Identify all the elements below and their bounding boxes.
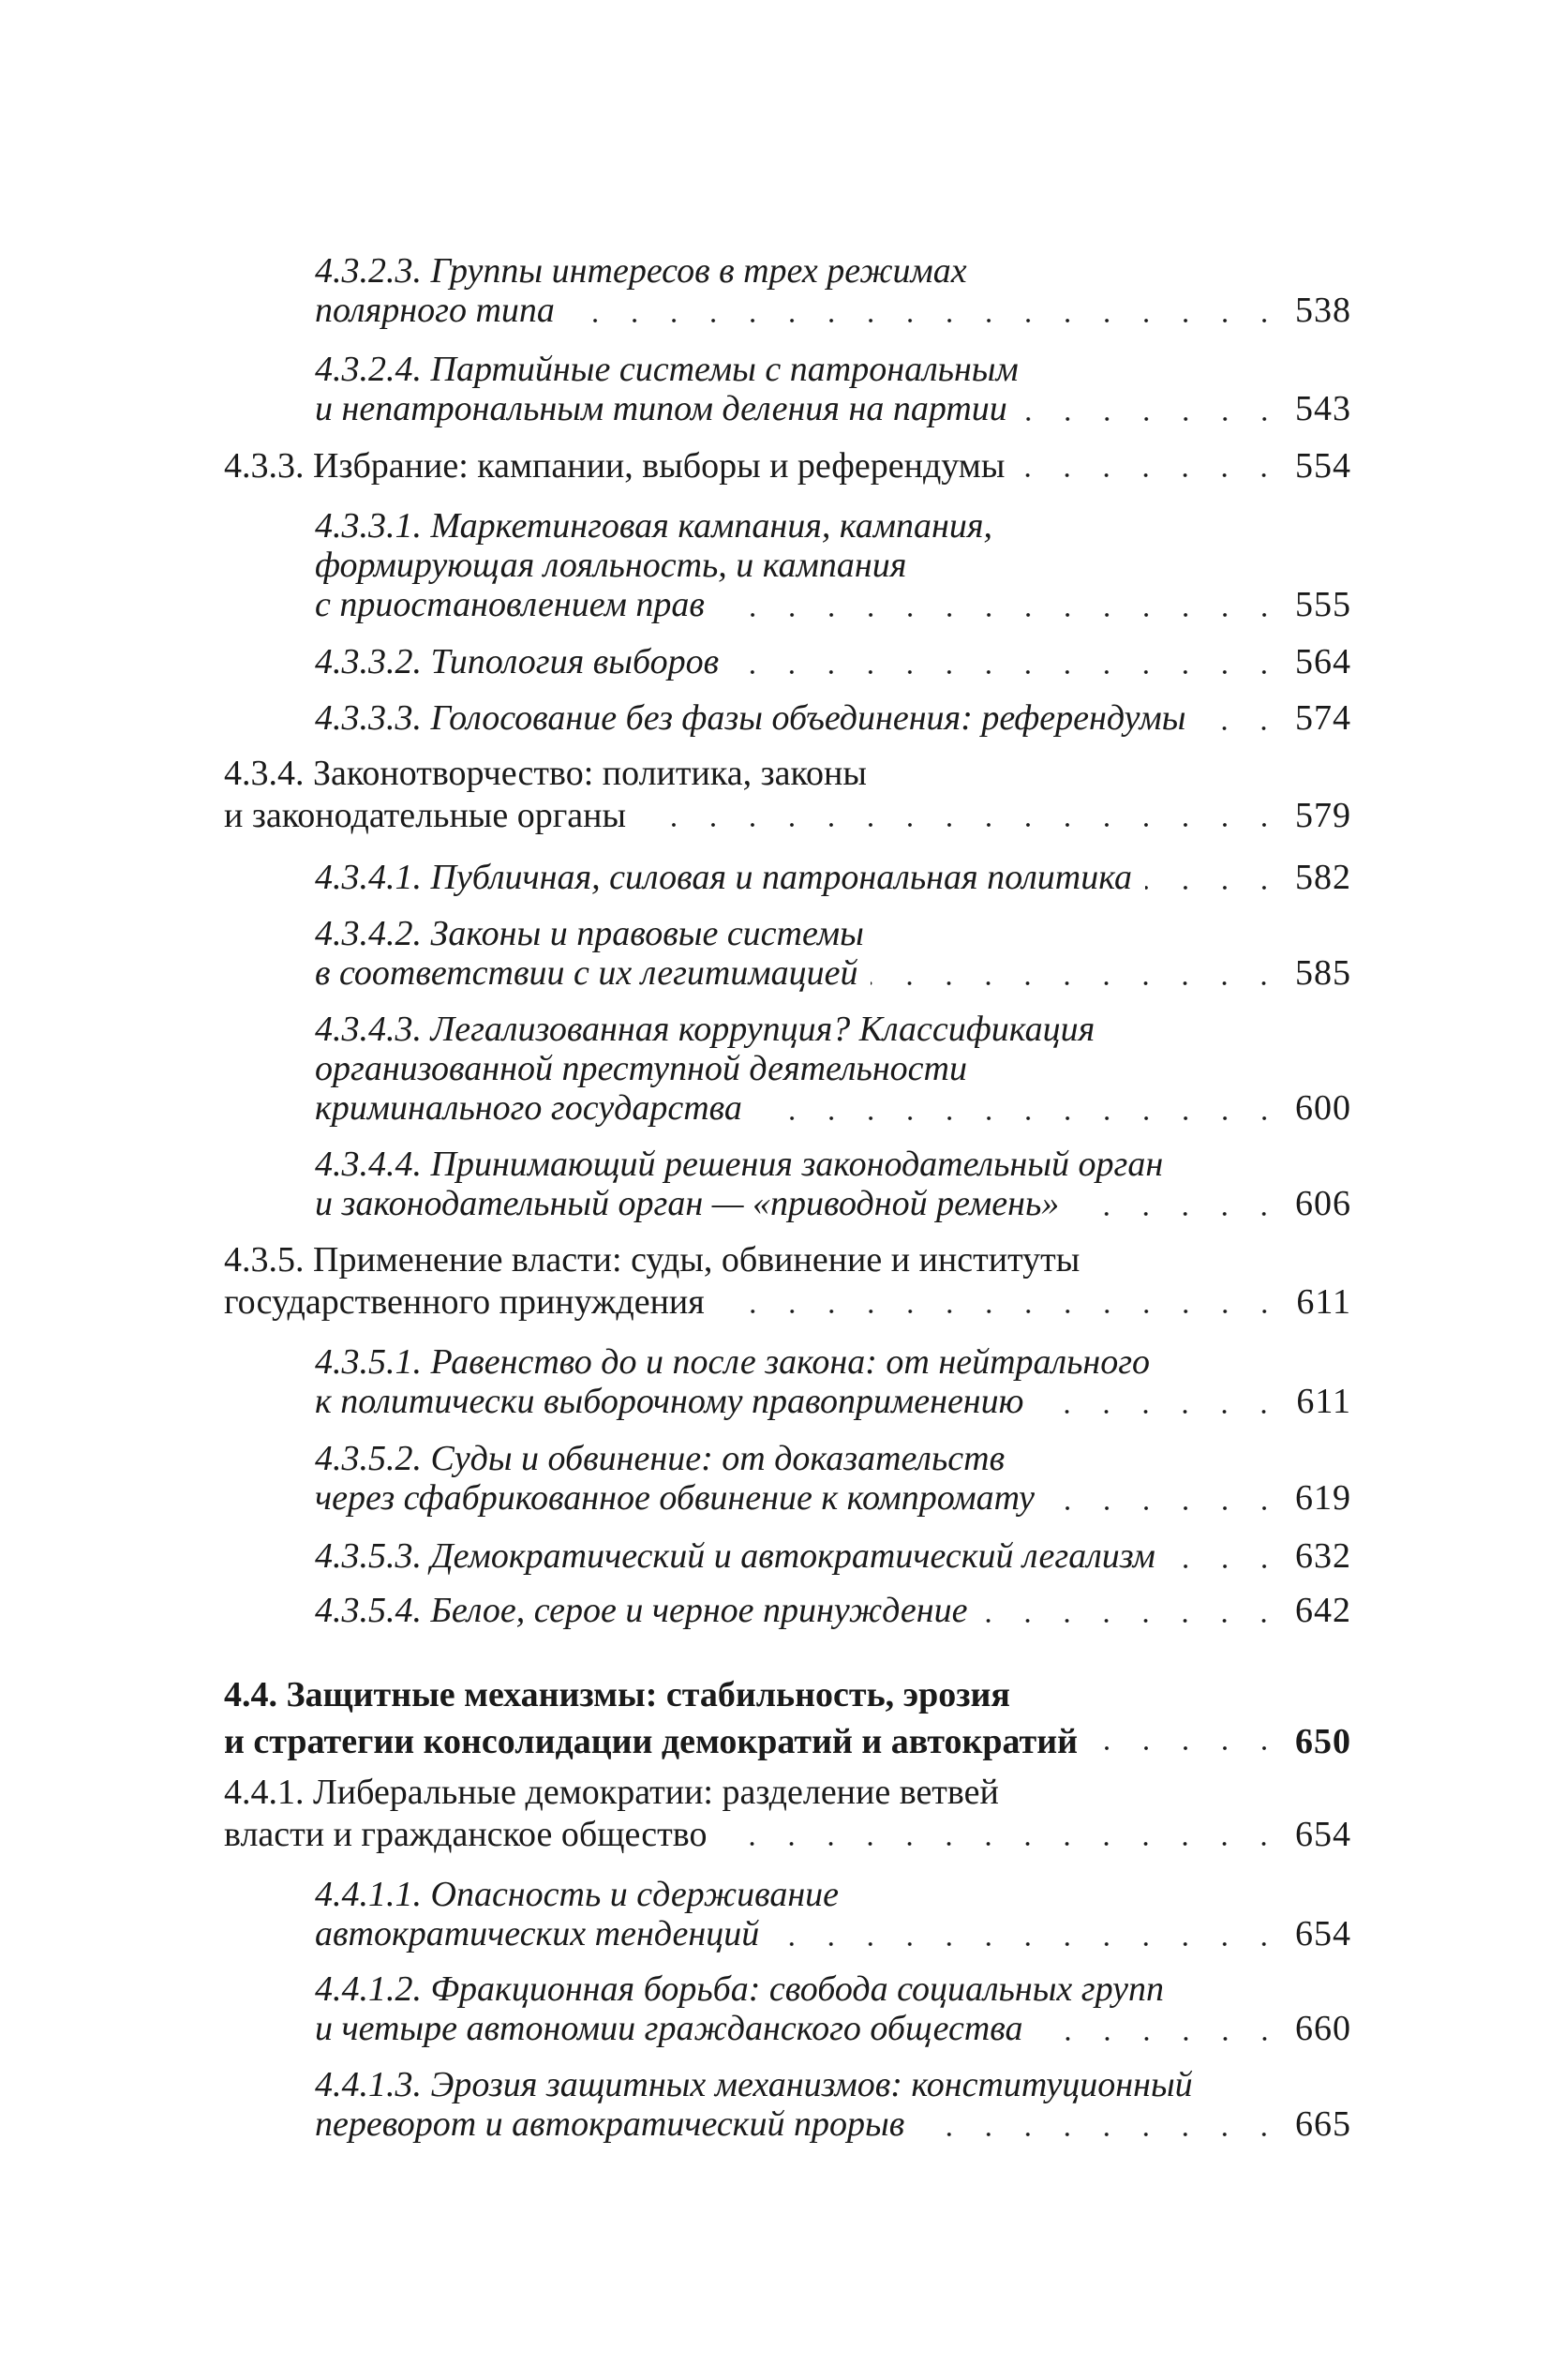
dot-leader [772, 1914, 1284, 1948]
toc-entry-title: 4.3.3.1. Маркетинговая кампания, кампания, [315, 506, 993, 546]
page-number: 564 [1295, 642, 1351, 681]
page-number: 611 [1296, 1382, 1351, 1421]
toc-entry [315, 350, 1351, 428]
dot-leader [720, 1814, 1284, 1848]
toc-entry [315, 1145, 1351, 1223]
dot-leader [1036, 2009, 1284, 2043]
toc-entry-title: 4.3.3. Избрание: кампании, выборы и референдумы [224, 446, 1006, 486]
page-number: 579 [1295, 796, 1351, 835]
toc-entry [224, 753, 1351, 837]
toc-entry [315, 1342, 1351, 1421]
dot-leader [755, 1088, 1284, 1122]
page-number: 600 [1295, 1088, 1351, 1128]
toc-entry-title: и непатрональным типом деления на партии [315, 389, 1007, 428]
toc-entry-title: и четыре автономии гражданского общества [315, 2009, 1023, 2048]
toc-entry [315, 1010, 1351, 1128]
toc-entry-title: 4.3.4.1. Публичная, силовая и патрональная политика [315, 858, 1133, 897]
toc-entry-title: 4.4.1.1. Опасность и сдерживание [315, 1875, 840, 1914]
toc-entry [315, 1969, 1351, 2048]
toc-entry-line [315, 698, 1351, 738]
toc-entry-line [315, 1145, 1351, 1184]
toc-entry-title: в соответствии с их легитимацией [315, 953, 858, 993]
toc-entry-line [315, 546, 1351, 585]
page-number: 574 [1295, 698, 1351, 738]
toc-entry-line [315, 1875, 1351, 1914]
toc-entry-title: и стратегии консолидации демократий и автократий [224, 1722, 1078, 1761]
page-number: 642 [1295, 1591, 1351, 1630]
toc-entry-title: 4.3.5.1. Равенство до и после закона: от нейтрального [315, 1342, 1151, 1382]
toc-entry [315, 1439, 1351, 1518]
dot-leader [1036, 1382, 1284, 1415]
toc-entry-title: 4.4.1.2. Фракционная борьба: свобода социальных групп [315, 1969, 1164, 2009]
toc-entry-title: 4.3.2.3. Группы интересов в трех режимах [315, 251, 967, 291]
toc-entry-line [224, 445, 1351, 487]
toc-entry-title: 4.3.5. Применение власти: суды, обвинение и институты [224, 1240, 1081, 1280]
dot-leader [1091, 1718, 1284, 1752]
toc-entry-title: 4.3.2.4. Партийные системы с патрональным [315, 350, 1019, 389]
toc-entry-line [224, 795, 1351, 837]
toc-entry-line [315, 1969, 1351, 2009]
toc-entry [315, 506, 1351, 624]
toc-entry-title: формирующая лояльность, и кампания [315, 546, 907, 585]
toc-entry-line [315, 506, 1351, 546]
dot-leader [1072, 1184, 1284, 1218]
toc-entry-title: государственного принуждения [224, 1282, 705, 1322]
toc-entry-line [315, 2065, 1351, 2104]
toc-entry-title: 4.3.5.3. Демократический и автократический легализм [315, 1536, 1155, 1576]
toc-entry-line [315, 1439, 1351, 1478]
toc-entry-line [315, 1591, 1351, 1630]
toc-entry-title: с приостановлением прав [315, 585, 705, 624]
page-number: 632 [1295, 1536, 1351, 1576]
page-number: 665 [1295, 2104, 1351, 2144]
toc-entry-line [315, 291, 1351, 330]
page-number: 554 [1295, 446, 1351, 486]
toc-entry-title: 4.4. Защитные механизмы: стабильность, эрозия [224, 1675, 1010, 1714]
toc-entry-line [224, 1239, 1351, 1281]
toc-entry-title: и законодательный орган — «приводной ремень» [315, 1184, 1060, 1223]
toc-entry-line [224, 1281, 1351, 1324]
toc-entry [315, 1875, 1351, 1953]
toc-entry-line [315, 389, 1351, 428]
toc-entry-line [315, 1049, 1351, 1088]
toc-entry-line [315, 1536, 1351, 1576]
toc-entry-title: 4.4.1.3. Эрозия защитных механизмов: конституционный [315, 2065, 1193, 2104]
dot-leader [917, 2104, 1284, 2138]
toc-entry-line [315, 1010, 1351, 1049]
dot-leader [718, 585, 1284, 619]
dot-leader [568, 291, 1284, 324]
toc-entry-line [224, 1671, 1351, 1718]
toc-entry-title: 4.3.4.2. Законы и правовые системы [315, 914, 864, 953]
toc-entry-title: 4.3.5.4. Белое, серое и черное принуждение [315, 1591, 968, 1630]
dot-leader [871, 953, 1284, 987]
page-number: 543 [1295, 389, 1351, 428]
page-number: 619 [1295, 1478, 1351, 1518]
dot-leader [1018, 445, 1284, 479]
toc-entry [315, 858, 1351, 897]
toc-entry-line [224, 1814, 1351, 1856]
toc-entry-line [224, 753, 1351, 795]
toc-entry-line [224, 1772, 1351, 1814]
page-number: 660 [1295, 2009, 1351, 2048]
toc-entry-line [315, 1478, 1351, 1518]
dot-leader [1021, 389, 1284, 423]
toc-entry-title: к политически выборочному правоприменению [315, 1382, 1024, 1421]
dot-leader [1145, 858, 1284, 891]
dot-leader [639, 795, 1284, 829]
toc-entry [315, 1536, 1351, 1576]
toc-entry-title: 4.3.3.2. Типология выборов [315, 642, 720, 681]
page-number: 654 [1295, 1914, 1351, 1953]
dot-leader [1199, 698, 1284, 732]
toc-entry-line [315, 914, 1351, 953]
page-number: 606 [1295, 1184, 1351, 1223]
toc-entry [315, 642, 1351, 681]
dot-leader [1169, 1536, 1284, 1570]
toc-entry-title: 4.3.3.3. Голосование без фазы объединения: референдумы [315, 698, 1186, 738]
toc-entry-line [315, 1342, 1351, 1382]
toc-entry-title: переворот и автократический прорыв [315, 2104, 905, 2144]
page-number: 611 [1296, 1282, 1351, 1322]
dot-leader [732, 642, 1284, 676]
toc-entry-line [224, 1718, 1351, 1765]
dot-leader [1048, 1478, 1284, 1512]
toc-entry-title: 4.4.1. Либеральные демократии: разделение ветвей [224, 1773, 999, 1812]
toc-entry-line [315, 2104, 1351, 2144]
toc-entry-title: и законодательные органы [224, 796, 627, 835]
dot-leader [980, 1591, 1284, 1624]
toc-entry-line [315, 1382, 1351, 1421]
toc-entry-title: 4.3.5.2. Суды и обвинение: от доказательств [315, 1439, 1006, 1478]
toc-entry-title: автократических тенденций [315, 1914, 760, 1953]
toc-entry-line [315, 1914, 1351, 1953]
toc-entry-line [315, 350, 1351, 389]
page-number: 555 [1295, 585, 1351, 624]
toc-entry [224, 1239, 1351, 1324]
toc-entry-line [315, 2009, 1351, 2048]
page-number: 585 [1295, 953, 1351, 993]
toc-entry-line [315, 642, 1351, 681]
toc-entry [224, 445, 1351, 487]
toc-entry-title: 4.3.4. Законотворчество: политика, законы [224, 754, 867, 793]
page-number: 538 [1295, 291, 1351, 330]
toc-entry-title: власти и гражданское общество [224, 1815, 708, 1854]
toc-entry [315, 1591, 1351, 1630]
toc-entry-line [315, 251, 1351, 291]
toc-entry [315, 914, 1351, 993]
toc-entry [224, 1772, 1351, 1856]
toc-entry-line [315, 1184, 1351, 1223]
toc-entry-title: организованной преступной деятельности [315, 1049, 967, 1088]
toc-entry-title: через сфабрикованное обвинение к компромату [315, 1478, 1035, 1518]
toc-entry-title: 4.3.4.4. Принимающий решения законодательный орган [315, 1145, 1164, 1184]
toc-entry-line [315, 858, 1351, 897]
dot-leader [718, 1281, 1284, 1315]
page-number: 654 [1295, 1815, 1351, 1854]
toc-entry-line [315, 953, 1351, 993]
toc-entry-title: криминального государства [315, 1088, 742, 1128]
toc-entry-title: полярного типа [315, 291, 555, 330]
toc-entry [315, 698, 1351, 738]
page-number: 650 [1295, 1722, 1351, 1761]
toc-entry-title: 4.3.4.3. Легализованная коррупция? Классификация [315, 1010, 1095, 1049]
toc-entry-line [315, 585, 1351, 624]
toc-entry [315, 2065, 1351, 2144]
toc-entry-line [315, 1088, 1351, 1128]
toc-entry [224, 1671, 1351, 1765]
page-number: 582 [1295, 858, 1351, 897]
toc-entry [315, 251, 1351, 330]
